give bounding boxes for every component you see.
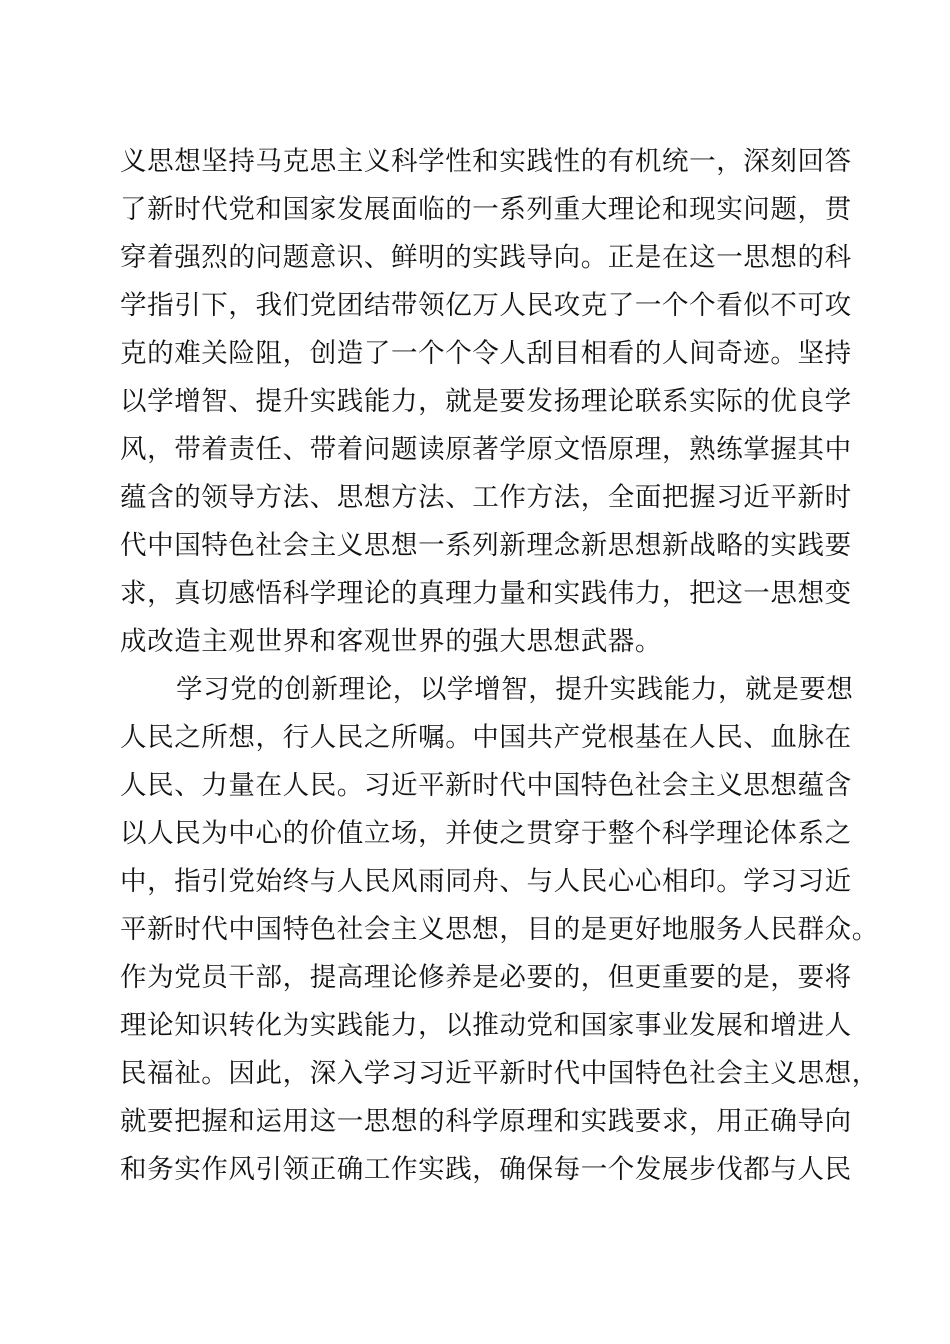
text-line: 人民之所想，行人民之所嘱。中国共产党根基在人民、血脉在: [120, 722, 852, 753]
text-line: 以学增智、提升实践能力，就是要发扬理论联系实际的优良学: [120, 386, 852, 417]
text-line: 理论知识转化为实践能力，以推动党和国家事业发展和增进人: [120, 1010, 852, 1041]
text-line: 和务实作风引领正确工作实践，确保每一个发展步伐都与人民: [120, 1154, 852, 1185]
text-line: 人民、力量在人民。习近平新时代中国特色社会主义思想蕴含: [120, 770, 852, 801]
text-line: 平新时代中国特色社会主义思想，目的是更好地服务人民群众。: [120, 914, 879, 945]
text-line: 民福祉。因此，深入学习习近平新时代中国特色社会主义思想，: [120, 1058, 879, 1089]
text-line: 蕴含的领导方法、思想方法、工作方法，全面把握习近平新时: [120, 482, 852, 513]
text-line: 以人民为中心的价值立场，并使之贯穿于整个科学理论体系之: [120, 818, 852, 849]
text-line: 中，指引党始终与人民风雨同舟、与人民心心相印。学习习近: [120, 866, 852, 897]
text-line: 风，带着责任、带着问题读原著学原文悟原理，熟练掌握其中: [120, 434, 852, 465]
text-line: 学指引下，我们党团结带领亿万人民攻克了一个个看似不可攻: [120, 290, 852, 321]
text-line: 求，真切感悟科学理论的真理力量和实践伟力，把这一思想变: [120, 578, 852, 609]
text-line: 就要把握和运用这一思想的科学原理和实践要求，用正确导向: [120, 1106, 852, 1137]
text-line: 了新时代党和国家发展面临的一系列重大理论和现实问题，贯: [120, 194, 852, 225]
text-line: 代中国特色社会主义思想一系列新理念新思想新战略的实践要: [120, 530, 852, 561]
paragraph-first-line: 学习党的创新理论，以学增智，提升实践能力，就是要想: [176, 674, 854, 705]
text-line: 成改造主观世界和客观世界的强大思想武器。: [120, 626, 662, 657]
text-line: 克的难关险阻，创造了一个个令人刮目相看的人间奇迹。坚持: [120, 338, 852, 369]
text-line: 穿着强烈的问题意识、鲜明的实践导向。正是在这一思想的科: [120, 242, 852, 273]
text-line: 义思想坚持马克思主义科学性和实践性的有机统一，深刻回答: [120, 146, 852, 177]
text-line: 作为党员干部，提高理论修养是必要的，但更重要的是，要将: [120, 962, 852, 993]
